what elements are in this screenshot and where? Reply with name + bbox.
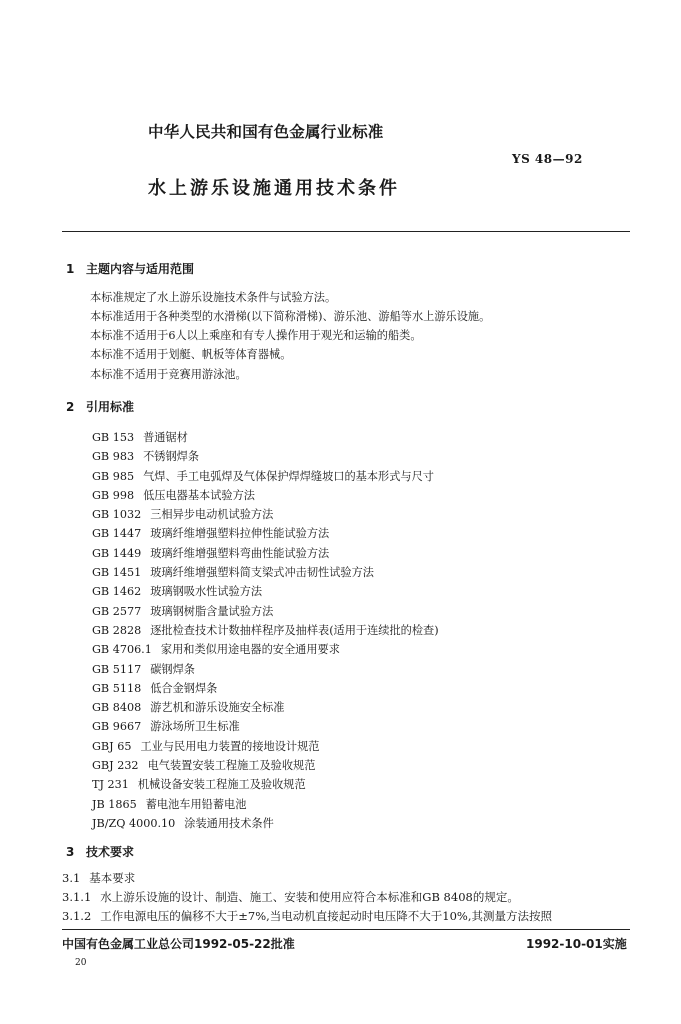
reference-name: 不锈钢焊条	[143, 450, 200, 464]
reference-name: 碳钢焊条	[150, 662, 195, 676]
reference-code: GB 983	[92, 450, 135, 464]
reference-name: 玻璃钢吸水性试验方法	[150, 585, 263, 599]
header-divider	[62, 231, 630, 232]
reference-item	[92, 468, 439, 487]
document-title: 水上游乐设施通用技术条件	[148, 178, 400, 199]
reference-code: JB/ZQ 4000.10	[92, 816, 176, 830]
reference-code: GB 153	[92, 431, 135, 444]
implementation-date: 1992-10-01实施	[526, 937, 627, 951]
reference-code: GB 2828	[92, 623, 142, 637]
reference-name: 逐批检查技术计数抽样程序及抽样表(适用于连续批的检查)	[150, 623, 439, 637]
reference-item	[92, 699, 439, 718]
reference-code: GB 9667	[92, 720, 142, 734]
reference-name: 低合金钢焊条	[150, 681, 218, 695]
section-3-title: 技术要求	[86, 845, 135, 859]
subsection-text: 工作电源电压的偏移不大于±7%,当电动机直接起动时电压降不大于10%,其测量方法按照	[100, 909, 553, 923]
reference-code: GB 1451	[92, 566, 142, 580]
reference-name: 玻璃纤维增强塑料弯曲性能试验方法	[150, 546, 330, 560]
reference-item	[92, 757, 439, 776]
reference-item	[92, 718, 439, 737]
reference-name: 工业与民用电力装置的接地设计规范	[140, 739, 320, 753]
section-1-paragraph: 本标准规定了水上游乐设施技术条件与试验方法。	[90, 291, 337, 304]
reference-item	[92, 622, 439, 641]
reference-item	[92, 796, 439, 815]
section-3-heading	[66, 843, 134, 860]
reference-name: 蓄电池车用铅蓄电池	[145, 797, 247, 811]
reference-code: GB 5118	[92, 681, 142, 695]
reference-item	[92, 525, 439, 544]
organization-standard-heading: 中华人民共和国有色金属行业标准	[148, 123, 384, 141]
reference-item	[92, 738, 439, 757]
reference-code: GBJ 65	[92, 739, 132, 753]
approval-statement: 中国有色金属工业总公司1992-05-22批准	[62, 937, 295, 951]
subsection-3-1-2	[62, 908, 552, 924]
reference-name: 玻璃钢树脂含量试验方法	[150, 604, 274, 618]
section-2-heading	[66, 398, 134, 415]
reference-code: GB 2577	[92, 604, 142, 618]
reference-code: GB 1032	[92, 508, 142, 522]
subsection-text: 基本要求	[89, 871, 136, 885]
reference-code: GB 998	[92, 488, 135, 502]
section-1-paragraph: 本标准不适用于6人以上乘座和有专人操作用于观光和运输的船类。	[90, 329, 422, 342]
reference-name: 涂装通用技术条件	[184, 816, 274, 830]
reference-item	[92, 545, 439, 564]
reference-code: GB 4706.1	[92, 643, 152, 657]
reference-item	[92, 583, 439, 602]
reference-code: GBJ 232	[92, 759, 139, 773]
section-1-number: 1	[66, 262, 75, 276]
reference-name: 家用和类似用途电器的安全通用要求	[160, 643, 340, 657]
reference-name: 气焊、手工电弧焊及气体保护焊焊缝坡口的基本形式与尺寸	[143, 469, 434, 483]
footer-divider	[62, 929, 630, 930]
subsection-number: 3.1	[62, 871, 81, 885]
reference-name: 游艺机和游乐设施安全标准	[150, 701, 285, 715]
reference-name: 玻璃纤维增强塑料简支梁式冲击韧性试验方法	[150, 566, 374, 580]
subsection-3-1-1	[62, 889, 519, 905]
reference-item	[92, 564, 439, 583]
reference-code: GB 8408	[92, 701, 142, 715]
reference-item	[92, 680, 439, 699]
reference-code: GB 5117	[92, 662, 142, 676]
section-2-title: 引用标准	[86, 400, 135, 414]
subsection-number: 3.1.1	[62, 890, 92, 904]
reference-name: 低压电器基本试验方法	[143, 488, 255, 502]
reference-item	[92, 448, 439, 467]
reference-code: JB 1865	[92, 797, 137, 811]
subsection-3-1	[62, 870, 135, 886]
reference-code: GB 985	[92, 469, 135, 483]
referenced-standards-list	[92, 429, 439, 834]
reference-name: 三相异步电动机试验方法	[150, 508, 274, 522]
reference-item	[92, 429, 439, 448]
reference-item	[92, 641, 439, 660]
section-1-heading	[66, 260, 194, 277]
section-1-title: 主题内容与适用范围	[86, 262, 195, 276]
reference-code: GB 1447	[92, 527, 142, 541]
section-1-paragraph: 本标准适用于各种类型的水滑梯(以下简称滑梯)、游乐池、游船等水上游乐设施。	[90, 310, 491, 323]
reference-code: GB 1449	[92, 546, 142, 560]
reference-name: 游泳场所卫生标准	[150, 720, 240, 734]
subsection-number: 3.1.2	[62, 909, 92, 923]
reference-name: 普通锯材	[143, 431, 188, 444]
section-1-paragraph: 本标准不适用于竞赛用游泳池。	[90, 368, 247, 381]
reference-name: 电气装置安装工程施工及验收规范	[147, 759, 316, 773]
reference-item	[92, 603, 439, 622]
reference-item	[92, 815, 439, 834]
reference-name: 玻璃纤维增强塑料拉伸性能试验方法	[150, 527, 330, 541]
reference-item	[92, 661, 439, 680]
reference-item	[92, 776, 439, 795]
reference-code: GB 1462	[92, 585, 142, 599]
subsection-text: 水上游乐设施的设计、制造、施工、安装和使用应符合本标准和GB 8408的规定。	[100, 890, 519, 904]
reference-item	[92, 506, 439, 525]
section-1-paragraph: 本标准不适用于划艇、帆板等体育器械。	[90, 348, 292, 361]
reference-code: TJ 231	[92, 778, 129, 792]
reference-name: 机械设备安装工程施工及验收规范	[137, 778, 306, 792]
page-number: 20	[75, 958, 87, 968]
reference-item	[92, 487, 439, 506]
section-3-number: 3	[66, 845, 75, 859]
standard-number: YS 48—92	[512, 152, 583, 166]
section-2-number: 2	[66, 400, 75, 414]
